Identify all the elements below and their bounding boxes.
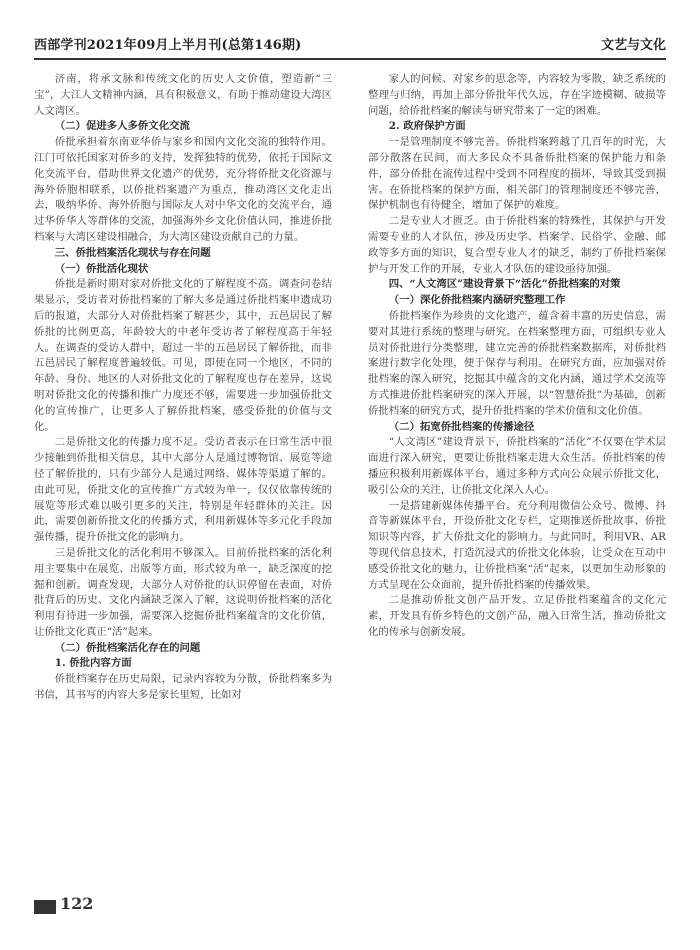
paragraph: 侨批档案作为珍贵的文化遗产，蕴含着丰富的历史信息，需要对其进行系统的整理与研究。在档案整理方面，可组织专业人员对侨批进行分类整理，建立完善的侨批档案数据库，对侨批档案进行数字化处理，便于保存与利用。在研究方面，应加强对侨批档案的深入研究，挖掘其中蕴含的文化内涵，通过学术交流等方式推进侨批档案研究的深入开展，以“智慧侨批”为基础，创新侨批档案的研究方式，提升侨批档案的学术价值和文化价值。: [368, 309, 666, 417]
section-heading: 1. 侨批内容方面: [54, 657, 132, 670]
paragraph: 一是搭建新媒体传播平台。充分利用微信公众号、微博、抖音等新媒体平台，开设侨批文化专栏，定期推送侨批故事、侨批知识等内容，扩大侨批文化的影响力。与此同时，利用VR、AR等现代信息技术，打造沉浸式的侨批文化体验，让受众在互动中感受侨批文化的魅力，让侨批档案“活”起来，以更加生动形象的方式呈现在公众面前，提升侨批档案的传播效果。: [368, 499, 666, 591]
page-number: 122: [60, 894, 94, 913]
page-header: [34, 30, 666, 60]
section-heading: （二）侨批档案活化存在的问题: [54, 641, 201, 654]
section-heading: （二）促进多人多侨文化交流: [54, 120, 190, 133]
section-heading: 三、侨批档案活化现状与存在问题: [54, 246, 211, 259]
paragraph: 二是专业人才匮乏。由于侨批档案的特殊性，其保护与开发需要专业的人才队伍，涉及历史学、档案学、民俗学、金融、邮政等多方面的知识，复合型专业人才的缺乏，制约了侨批档案保护与开发工作的开展，专业人才队伍的建设亟待加强。: [368, 215, 666, 275]
right-column: [368, 72, 666, 892]
section-heading: （一）侨批活化现状: [54, 262, 149, 275]
section-title: 文艺与文化: [600, 38, 666, 53]
section-heading: 2. 政府保护方面: [388, 120, 466, 133]
paragraph: “人文湾区”建设背景下，侨批档案的“活化”不仅要在学术层面进行深入研究，更要让侨批档案走进大众生活。侨批档案的传播应积极利用新媒体平台，通过多种方式向公众展示侨批文化，吸引公众的关注，让侨批文化深入人心。: [368, 436, 666, 496]
section-heading: （二）拓宽侨批档案的传播途径: [388, 420, 535, 433]
paragraph: 家人的问候、对家乡的思念等，内容较为零散，缺乏系统的整理与归纳，再加上部分侨批年代久远，存在字迹模糊、破损等问题，给侨批档案的解读与研究带来了一定的困难。: [368, 73, 666, 117]
paragraph: 二是侨批文化的传播力度不足。受访者表示在日常生活中很少接触到侨批相关信息，其中大部分人是通过博物馆、展览等途径了解侨批的，只有少部分人是通过网络、媒体等渠道了解的。由此可见，侨批文化的宣传推广方式较为单一，仅仅依靠传统的展览等形式难以吸引更多的关注，特别是年轻群体的关注。因此，需要创新侨批文化的传播方式，利用新媒体等多元化手段加强传播，提升侨批文化的影响力。: [34, 436, 332, 544]
paragraph: 侨批承担着东南亚华侨与家乡和国内文化交流的独特作用。江门可依托国家对侨乡的支持，发挥独特的优势，依托于国际文化交流平台，借助世界文化遗产的优势，充分将侨批文化资源与海外侨胞相联系，以侨批档案遗产为重点，推动湾区文化走出去，吸纳华侨、海外侨胞与国际友人对中华文化的交流平台，通过华侨华人等群体的交流，加强海外乡文化价值认同，推进侨批档案与大湾区建设相融合，为大湾区建设贡献自己的力量。: [34, 136, 332, 243]
paragraph: 二是推动侨批文创产品开发。立足侨批档案蕴含的文化元素，开发具有侨乡特色的文创产品，融入日常生活，推动侨批文化的传承与创新发展。: [368, 594, 666, 638]
left-column: [34, 72, 332, 892]
paragraph: 侨批是新时期对家对侨批文化的了解程度不高。调查问卷结果显示，受访者对侨批档案的了解大多是通过侨批档案申遗成功后的报道，大部分人对侨批档案了解甚少，其中，五邑居民了解侨批的比例更高，年龄较大的中老年受访者了解程度高于年轻人。在调查的受访人群中，超过一半的五邑居民了解侨批，而非五邑居民了解程度普遍较低。可见，即使在同一个地区，不同的年龄、身份、地区的人对侨批文化的了解程度也存在差异，这说明对侨批文化的传播和推广力度还不够，需要进一步加强侨批文化的宣传推广，让更多人了解侨批档案，感受侨批的价值与文化。: [34, 278, 332, 433]
paragraph: 一是管理制度不够完善。侨批档案跨越了几百年的时光，大部分散落在民间，而大多民众不具备侨批档案的保护能力和条件，部分侨批在流传过程中受到不同程度的损坏，导致其受到损害。在侨批档案的保护方面，相关部门的管理制度还不够完善，保护机制也有待健全，增加了保护的难度。: [368, 136, 666, 212]
section-heading: 四、“人文湾区”建设背景下“活化”侨批档案的对策: [388, 278, 621, 291]
paragraph: 三是侨批文化的活化利用不够深入。目前侨批档案的活化利用主要集中在展览、出版等方面，形式较为单一，缺乏深度的挖掘和创新。调查发现，大部分人对侨批的认识停留在表面，对侨批背后的历史、文化内涵缺乏深入了解，这说明侨批档案的活化利用有待进一步加强，需要深入挖掘侨批档案蕴含的文化价值，让侨批文化真正“活”起来。: [34, 546, 332, 638]
paragraph: 济南，将承文脉和传统文化的历史人文价值，塑造新“三宝”，大江人文精神内涵，具有积极意义，有助于推动建设大湾区人文湾区。: [34, 73, 332, 117]
paragraph: 侨批档案存在历史局限，记录内容较为分散，侨批档案多为书信，其书写的内容大多是家长里短，比如对: [34, 673, 332, 702]
section-heading: （一）深化侨批档案内涵研究整理工作: [388, 294, 566, 307]
journal-title: 西部学刊2021年09月上半月刊(总第146期): [34, 38, 302, 53]
page-number-marker: [34, 900, 56, 914]
